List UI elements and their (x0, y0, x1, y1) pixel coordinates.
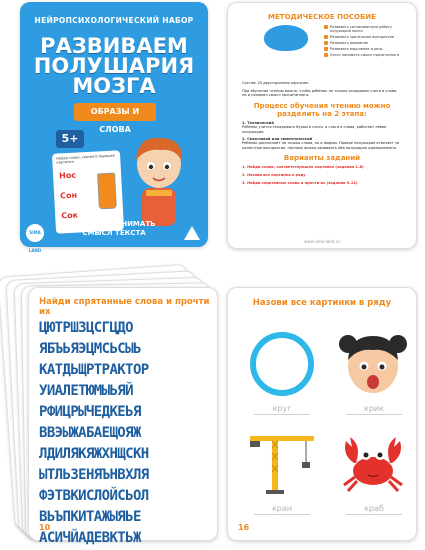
brain-icon (264, 25, 308, 51)
cover-card (20, 2, 208, 253)
method-points (324, 25, 408, 59)
letter-grid (39, 318, 211, 549)
variant-item: 2. Назови все картинки в ряду (242, 172, 306, 177)
picture-label: краб (364, 504, 384, 513)
stage1-text: Ребёнок учится складывать буквы в слоги, а слоги в слова, работает левое полушарие. (242, 125, 387, 134)
method-title: МЕТОДИЧЕСКОЕ ПОСОБИЕ (268, 13, 376, 21)
girl-face-icon (338, 328, 408, 400)
picture-label: крик (364, 404, 384, 413)
method-heading: Процесс обучения чтению можно разделить на 2 этапа: (253, 101, 391, 118)
pictures-title: Назови все картинки в ряду (252, 298, 392, 308)
mini-card-word: Сок (60, 210, 79, 221)
letter-row: ЛДИЛЯКЯЖХНЩСКН (39, 446, 149, 462)
brand-logo: SIMA LAND (26, 224, 44, 242)
letter-row: ЦЮТРШЗЦСГЦДО (39, 320, 133, 336)
cover-bottom-text (20, 220, 208, 238)
method-point: Развивать зрительное восприятие (324, 35, 408, 39)
letter-row: ФЭТВКИСЛОЙСЬОЛ (39, 488, 149, 504)
method-point: Развивать мышление и речь (324, 47, 408, 51)
word-search-card (28, 287, 218, 546)
stage1-title: 1. Технический (242, 120, 274, 125)
letter-row: ЫТЛЬЗЕНЯЪНВХЛЯ (39, 467, 149, 483)
cover-title-line: ПОЛУШАРИЯ (33, 54, 195, 78)
cover-bottom-line: СМЫСЛ ТЕКСТА (82, 229, 146, 237)
stage2-text: Ребёнок распознаёт не только слова, но и формы. Правое полушарие отвечает за целостное восприятие, поэтому важно развивать оба полушария одновременно. (242, 141, 399, 150)
word-search-title: Найди спрятанные слова и прочти их (39, 297, 210, 317)
method-body (242, 81, 402, 185)
mini-card-word: Сон (59, 190, 78, 201)
picture-label: кран (271, 504, 293, 513)
method-point: Развивать согласованную работу полушарий мозга (324, 25, 408, 33)
method-intro: При обучении чтению важно, чтобы ребёнок не только складывал слоги в слова, но и понимал смысл прочитанного. (242, 88, 398, 98)
picture-label: круг (272, 404, 292, 413)
letter-row: ВЬЪПКИТАЖЫЯЬЕ (39, 509, 141, 525)
triangle-logo-icon (184, 226, 200, 240)
mini-card-word: Нос (58, 170, 77, 181)
pictures-card (227, 287, 417, 541)
method-composition: Состав: 25 двусторонних карточек. (242, 81, 310, 85)
boy-illustration-icon (124, 130, 194, 230)
variants-heading: Варианты заданий (283, 154, 361, 163)
letter-row: КАТДЬЩРТРАКТОР (39, 362, 149, 378)
crane-icon (246, 428, 318, 494)
letter-row: РФИЦРЫЧЕДКЕЬЯ (39, 404, 141, 420)
variant-item: 3. Найди спрятанные слова и прочти их (задания 9–12) (242, 180, 358, 185)
cover-ribbon: ОБРАЗЫ И СЛОВА (74, 103, 156, 121)
stage2-title: 2. Смысловой или семантический (242, 136, 313, 141)
page-number: 16 (238, 523, 250, 532)
cover-bottom-line: УЧИМСЯ ПОНИМАТЬ (72, 220, 156, 228)
juice-glass-icon (97, 173, 117, 210)
label-line (346, 414, 402, 415)
label-line (346, 514, 402, 515)
method-card (227, 2, 417, 249)
mini-card-instruction: Найди слово, соответствующее картинке (56, 153, 115, 165)
letter-row: ЯБЪЬЯЭЦМСЬСЫЬ (39, 341, 141, 357)
letter-row: ВВЭЫЖАБАЕЩОЯЖ (39, 425, 141, 441)
letter-row: АСИЧЙАДЕВКТЬЖ (39, 530, 141, 546)
page-number: 10 (39, 523, 51, 532)
method-footer: www.sima-land.ru (304, 239, 340, 244)
cover-title-line: РАЗВИВАЕМ (40, 34, 188, 58)
cover-top-label: НЕЙРОПСИХОЛОГИЧЕСКИЙ НАБОР (34, 16, 194, 25)
crab-icon (338, 433, 408, 495)
method-point: Учить понимать смысл прочитанного (324, 53, 408, 57)
cover-title-line: МОЗГА (72, 74, 156, 98)
method-point: Развивать внимание (324, 41, 408, 45)
letter-row: УИАЛЕТЮМЫЬЯЙ (39, 383, 133, 399)
label-line (254, 514, 310, 515)
age-badge: 5+ (56, 130, 84, 148)
variant-item: 1. Найди слово, соответствующее картинке (задания 1–8) (242, 165, 364, 170)
cover-title (20, 36, 208, 96)
circle-icon (248, 330, 316, 398)
label-line (254, 414, 310, 415)
